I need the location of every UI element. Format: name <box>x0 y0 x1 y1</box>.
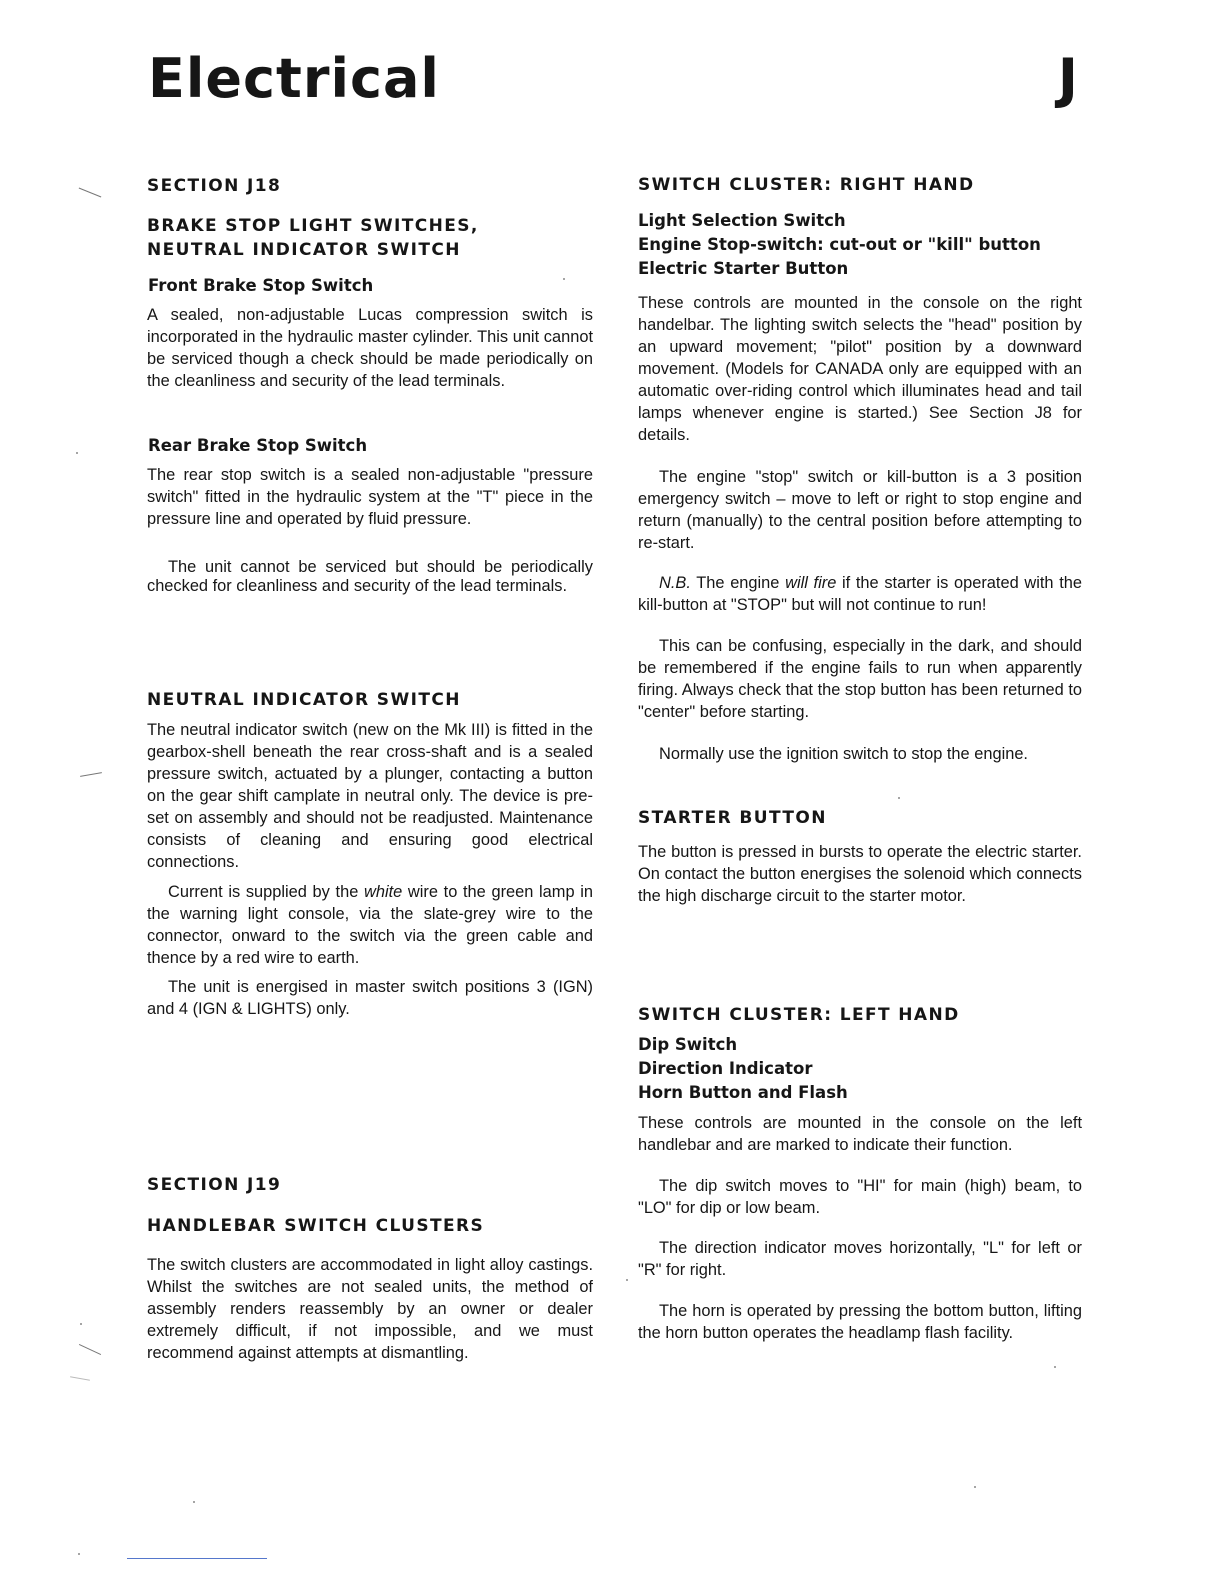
scan-speck <box>974 1486 976 1488</box>
section-j18-label: SECTION J18 <box>147 176 282 196</box>
margin-mark <box>70 1376 90 1380</box>
scan-speck <box>193 1501 195 1503</box>
dip-switch-subheading: Dip Switch <box>638 1035 738 1054</box>
page-title: Electrical <box>148 47 440 110</box>
horn-flash-subheading: Horn Button and Flash <box>638 1083 848 1102</box>
left-hand-paragraph: These controls are mounted in the console on the left handlebar and are marked to indicate their function. <box>638 1114 1082 1154</box>
nb-text-2: if the starter is operated with the kill-button at "STOP" but will not continue to run! <box>638 574 1082 614</box>
engine-stop-subheading: Engine Stop-switch: cut-out or "kill" button <box>638 235 1041 254</box>
j18-title-line2: NEUTRAL INDICATOR SWITCH <box>147 240 461 260</box>
neutral-switch-paragraph: The neutral indicator switch (new on the Mk III) is fitted in the gearbox-shell beneath the rear cross-shaft and is a sealed pressure switch, actuated by a plunger, contacting a button on the gear shift camplate in neutral only. The device is pre-set on assembly and should not be readjusted. Maintenance consists of cleaning and ensuring good electrical connections. <box>147 721 593 871</box>
electric-starter-subheading: Electric Starter Button <box>638 259 849 278</box>
margin-mark <box>79 1344 101 1355</box>
neutral-switch-paragraph-2 <box>147 881 593 969</box>
front-brake-heading: Front Brake Stop Switch <box>148 276 374 295</box>
white-wire-term: white <box>364 883 403 901</box>
kill-button-paragraph: The engine "stop" switch or kill-button is a 3 position emergency switch – move to left or right to stop engine and return (manually) to the central position before attempting to re-start. <box>638 468 1082 552</box>
scan-speck <box>78 1553 80 1555</box>
scan-speck <box>76 452 78 454</box>
horn-paragraph: The horn is operated by pressing the bottom button, lifting the horn button operates the headlamp flash facility. <box>638 1302 1082 1342</box>
right-hand-paragraph: These controls are mounted in the console on the right handelbar. The lighting switch selects the "head" position by an upward movement; "pilot" position by a downward movement. (Models for CANADA only are equipped with an automatic over-riding control which illuminates head and tail lamps whenever engine is started.) See Section J8 for details. <box>638 294 1082 444</box>
ignition-paragraph: Normally use the ignition switch to stop the engine. <box>659 745 1028 763</box>
scan-speck <box>626 1279 628 1281</box>
footnote-rule <box>127 1558 267 1559</box>
handlebar-clusters-paragraph: The switch clusters are accommodated in light alloy castings. Whilst the switches are not sealed units, the method of assembly renders reassembly by an owner or dealer extremely difficult, if not impossible, and we must recommend against attempts at dismantling. <box>147 1256 593 1362</box>
scan-speck <box>1054 1366 1056 1368</box>
margin-mark <box>80 772 102 777</box>
margin-mark <box>79 188 102 198</box>
nb-paragraph <box>638 572 1082 616</box>
scan-speck <box>898 797 900 799</box>
nb-label: N.B. <box>659 574 691 592</box>
scan-speck <box>563 278 565 280</box>
section-letter: J <box>1057 47 1078 110</box>
direction-indicator-subheading: Direction Indicator <box>638 1059 813 1078</box>
section-j19-label: SECTION J19 <box>147 1175 282 1195</box>
light-selection-subheading: Light Selection Switch <box>638 211 846 230</box>
right-hand-cluster-heading: SWITCH CLUSTER: RIGHT HAND <box>638 175 975 195</box>
rear-brake-heading: Rear Brake Stop Switch <box>148 436 368 455</box>
nb-text-1: The engine <box>690 574 786 592</box>
direction-indicator-paragraph: The direction indicator moves horizontally, "L" for left or "R" for right. <box>638 1239 1082 1279</box>
current-text-end: wire to the green lamp in the warning light console, via the slate-grey wire to the connector, onward to the switch via the green cable and thence by a red wire to earth. <box>147 883 593 967</box>
rear-brake-paragraph-2: The unit cannot be serviced but should be periodically checked for cleanliness and security of the lead terminals. <box>147 558 593 595</box>
current-text-start: Current is supplied by the <box>168 883 364 901</box>
neutral-switch-paragraph-3: The unit is energised in master switch positions 3 (IGN) and 4 (IGN & LIGHTS) only. <box>147 978 593 1018</box>
starter-button-heading: STARTER BUTTON <box>638 808 827 828</box>
front-brake-paragraph: A sealed, non-adjustable Lucas compression switch is incorporated in the hydraulic master cylinder. This unit cannot be serviced though a check should be made periodically on the cleanliness and security of the lead terminals. <box>147 306 593 390</box>
left-hand-cluster-heading: SWITCH CLUSTER: LEFT HAND <box>638 1005 960 1025</box>
j18-title-line1: BRAKE STOP LIGHT SWITCHES, <box>147 216 479 236</box>
rear-brake-paragraph: The rear stop switch is a sealed non-adjustable "pressure switch" fitted in the hydraulic system at the "T" piece in the pressure line and operated by fluid pressure. <box>147 466 593 528</box>
starter-button-paragraph: The button is pressed in bursts to operate the electric starter. On contact the button energises the solenoid which connects the high discharge circuit to the starter motor. <box>638 843 1082 905</box>
will-fire-term: will fire <box>785 574 837 592</box>
neutral-switch-heading: NEUTRAL INDICATOR SWITCH <box>147 690 461 710</box>
dip-switch-paragraph: The dip switch moves to "HI" for main (high) beam, to "LO" for dip or low beam. <box>638 1177 1082 1217</box>
scan-speck <box>80 1323 82 1325</box>
confusing-paragraph: This can be confusing, especially in the dark, and should be remembered if the engine fails to run when apparently firing. Always check that the stop button has been returned to "center" before starting. <box>638 637 1082 721</box>
j19-title: HANDLEBAR SWITCH CLUSTERS <box>147 1216 485 1236</box>
